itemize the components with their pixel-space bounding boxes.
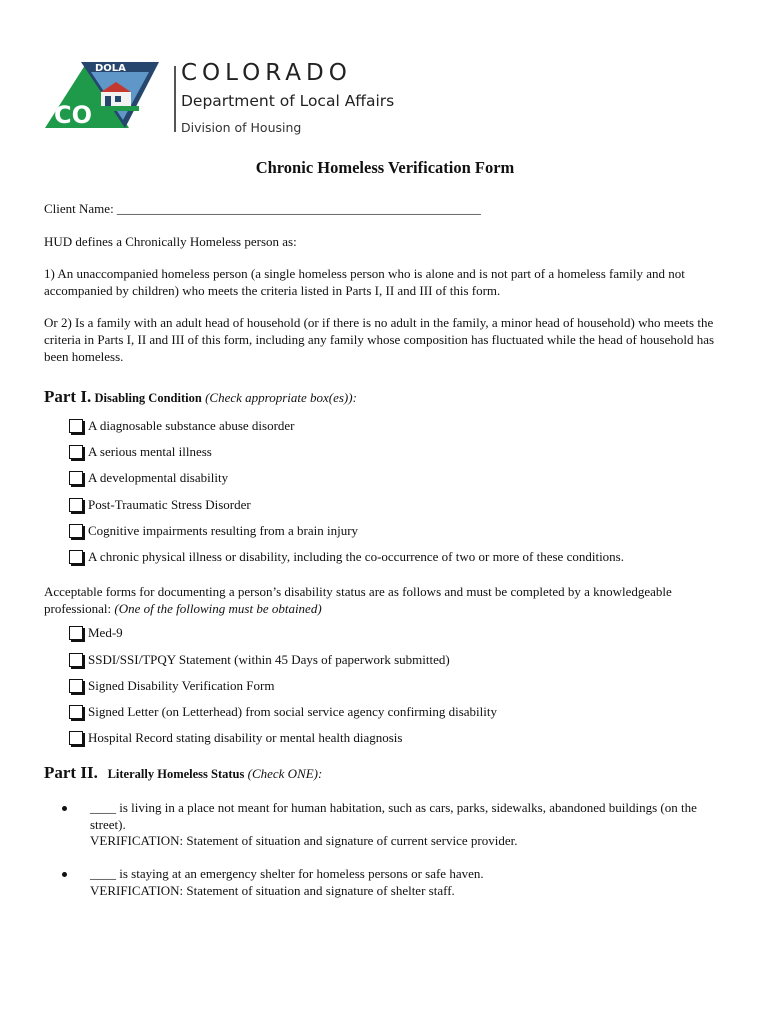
checkbox[interactable] — [69, 419, 83, 433]
verification-text: VERIFICATION: Statement of situation and signature of current service provider. — [90, 833, 518, 848]
document-option[interactable] — [69, 678, 274, 694]
document-option[interactable] — [69, 625, 123, 641]
form-title: Chronic Homeless Verification Form — [255, 158, 515, 177]
document-option[interactable] — [69, 652, 450, 668]
header-divider — [174, 66, 176, 132]
condition-label: A diagnosable substance abuse disorder — [88, 418, 295, 433]
homeless-status-option[interactable] — [62, 866, 727, 899]
checkbox[interactable] — [69, 731, 83, 745]
part1-number: Part I — [44, 387, 87, 406]
condition-label: Cognitive impairments resulting from a brain injury — [88, 523, 359, 538]
condition-label: Post-Traumatic Stress Disorder — [88, 497, 251, 512]
part1-note: (Check appropriate box(es)): — [205, 390, 357, 405]
document-label: Signed Letter (on Letterhead) from social service agency confirming disability — [88, 704, 497, 719]
svg-text:CO: CO — [54, 101, 93, 129]
part1-label: Disabling Condition — [94, 391, 202, 405]
document-label: Hospital Record stating disability or mental health diagnosis — [88, 730, 403, 745]
document-option[interactable] — [69, 704, 497, 720]
condition-option[interactable] — [69, 549, 624, 565]
part2-note: (Check ONE): — [247, 766, 323, 781]
acceptable-forms-note: (One of the following must be obtained) — [114, 601, 322, 616]
checkbox[interactable] — [69, 653, 83, 667]
checkbox[interactable] — [69, 550, 83, 564]
checkbox[interactable] — [69, 498, 83, 512]
part1-heading: Part I. Disabling Condition (Check appropriate box(es)): — [44, 387, 357, 406]
bullet-icon — [62, 872, 67, 877]
checkbox[interactable] — [69, 626, 83, 640]
document-label: Med-9 — [88, 625, 123, 640]
condition-label: A serious mental illness — [88, 444, 212, 459]
svg-text:DOLA: DOLA — [95, 63, 126, 74]
checkbox[interactable] — [69, 524, 83, 538]
condition-option[interactable] — [69, 444, 212, 460]
condition-option[interactable] — [69, 470, 228, 486]
document-label: SSDI/SSI/TPQY Statement (within 45 Days of paperwork submitted) — [88, 652, 450, 667]
client-name-field[interactable]: Client Name: ________________________________________________________ — [44, 201, 481, 216]
org-name: COLORADO — [181, 60, 352, 86]
definition-2: Or 2) Is a family with an adult head of household (or if there is no adult in the family, a minor head of household) who meets the criteria in Parts I, II and III of this form, including any family whose composition has fluctuated while the head of household has been homeless. — [44, 315, 715, 364]
checkbox[interactable] — [69, 471, 83, 485]
part2-heading — [44, 763, 322, 783]
condition-option[interactable] — [69, 497, 251, 513]
checkbox[interactable] — [69, 679, 83, 693]
part2-number: Part II. — [44, 763, 98, 782]
division-name: Division of Housing — [181, 120, 302, 135]
acceptable-forms-body: Acceptable forms for documenting a person’s disability status are as follows and must be completed by a knowledgeable professional: — [44, 584, 672, 616]
hud-intro: HUD defines a Chronically Homeless person as: — [44, 234, 297, 249]
condition-option[interactable] — [69, 523, 358, 539]
department-name: Department of Local Affairs — [181, 92, 395, 110]
colorado-dola-logo — [45, 62, 165, 132]
condition-option[interactable] — [69, 418, 295, 434]
acceptable-forms-text — [44, 583, 734, 617]
condition-label: A developmental disability — [88, 470, 229, 485]
verification-text: VERIFICATION: Statement of situation and signature of shelter staff. — [90, 882, 455, 898]
checkbox[interactable] — [69, 445, 83, 459]
definition-1: 1) An unaccompanied homeless person (a single homeless person who is alone and is not part of a homeless family and not accompanied by children) who meets the criteria listed in Parts I, II and III of this form. — [44, 266, 685, 298]
condition-label: A chronic physical illness or disability, including the co-occurrence of two or more of these conditions. — [88, 549, 624, 564]
status-text: ____ is staying at an emergency shelter for homeless persons or safe haven. — [90, 866, 484, 881]
part2-label: Literally Homeless Status — [107, 767, 245, 781]
checkbox[interactable] — [69, 705, 83, 719]
bullet-icon — [62, 806, 67, 811]
document-label: Signed Disability Verification Form — [88, 678, 275, 693]
document-option[interactable] — [69, 730, 402, 746]
homeless-status-option[interactable] — [62, 800, 727, 850]
status-text: ____ is living in a place not meant for human habitation, such as cars, parks, sidewalks, abandoned buildings (on the street). — [90, 800, 697, 832]
